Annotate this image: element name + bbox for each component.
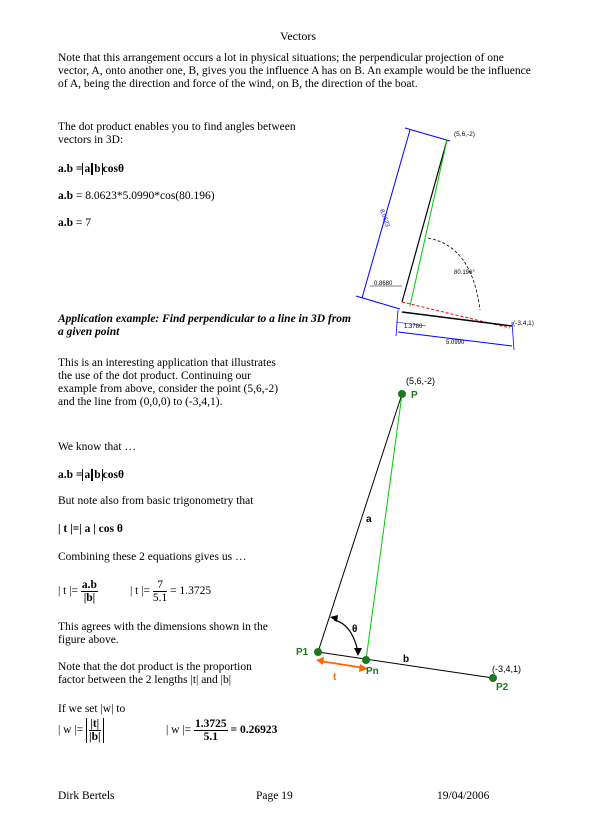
w-lhs: | w |= <box>58 724 84 736</box>
eq3-rhs: = 7 <box>73 217 92 229</box>
eq1-cos: cosθ <box>102 163 124 175</box>
green-perpendicular <box>366 394 402 660</box>
bottom-tick-left <box>396 310 398 336</box>
w2-lhs: | w |= <box>166 724 192 736</box>
frac2-den: 5.1 <box>152 592 168 604</box>
footer-author: Dirk Bertels <box>58 790 115 802</box>
eq2-rhs: = 8.0623*5.0990*cos(80.196) <box>73 190 215 202</box>
application-paragraph: This is an interesting application that illustrates the use of the dot product. Continuing our example from above, consider the point (5,6,-2) and the line from (0,0,0) to (-3,4,1). <box>58 357 279 408</box>
app-eq-b: b <box>94 469 101 481</box>
frac2-lhs: | t |= <box>130 585 151 597</box>
fig2-label-t: t <box>333 672 337 683</box>
w-num: |t| <box>90 718 100 730</box>
blue-tick-bottom <box>356 296 400 309</box>
w-fraction-1 <box>58 718 104 754</box>
theta-arrowhead-bottom <box>354 648 362 656</box>
fig1-label-bottom: 5.0990 <box>446 340 465 346</box>
point-Pn <box>362 656 370 664</box>
app-eq-lhs: a.b = <box>58 469 83 481</box>
frac1-den: |b| <box>83 592 96 604</box>
fraction-1 <box>58 579 98 611</box>
fig2-label-theta: θ <box>352 624 358 635</box>
vector-a-line <box>402 140 447 302</box>
fig2-label-P2: P2 <box>496 682 509 693</box>
note-dot-text: Note that the dot product is the proportion factor between the 2 lengths |t| and |b| <box>58 661 252 686</box>
w-fraction-2 <box>166 718 277 754</box>
page-title: Vectors <box>280 29 316 43</box>
frac2-num: 7 <box>153 579 167 592</box>
footer-date: 19/04/2006 <box>437 790 490 802</box>
eq3-lhs: a.b <box>58 217 74 229</box>
fig2-label-a: a <box>366 514 372 525</box>
dot-product-text: The dot product enables you to find angles between vectors in 3D: <box>58 121 296 146</box>
fig2-label-P1: P1 <box>296 647 309 658</box>
eq1-b: b <box>94 163 101 175</box>
fig1-label-angle: 80.196° <box>454 270 475 276</box>
dot-equation-2 <box>58 190 215 203</box>
we-know-text: We know that … <box>58 441 136 453</box>
but-note-text: But note also from basic trigonometry that <box>58 495 254 507</box>
intro-paragraph: Note that this arrangement occurs a lot in physical situations; the perpendicular projection of one vector, A, onto another one, B, gives you the influence A has on B. An example would be the influence of A, being the direction and force of the wind, on B, the direction of the boat. <box>58 52 531 90</box>
figure-2-perpendicular <box>290 370 550 700</box>
fig1-label-blue: 8.0623 <box>378 208 391 228</box>
fig2-label-P2-coord: (-3,4,1) <box>492 664 522 674</box>
fig2-label-b: b <box>403 654 410 665</box>
point-P2 <box>489 674 497 682</box>
eq1-lhs: a.b = <box>58 163 83 175</box>
footer-page: Page 19 <box>256 790 293 802</box>
w2-num: 1.3725 <box>195 718 227 730</box>
app-eq-cos: cosθ <box>102 469 124 481</box>
frac1-num: a.b <box>81 579 97 591</box>
w2-rhs: = 0.26923 <box>230 724 278 736</box>
dot-equation-1 <box>58 163 124 176</box>
fig2-label-P: P <box>411 390 418 401</box>
eq2-lhs: a.b <box>58 190 74 202</box>
theta-arrowhead-top <box>330 615 338 622</box>
app-dot-equation <box>58 469 124 482</box>
w2-den: 5.1 <box>203 731 219 743</box>
application-heading: Application example: Find perpendicular to a line in 3D from a given point <box>58 313 351 338</box>
app-eq-a: a <box>84 469 91 481</box>
blue-tick-top <box>405 128 450 141</box>
fig2-label-P-coord: (5,6,-2) <box>406 376 436 386</box>
dot-equation-3 <box>58 217 91 230</box>
fig1-label-top: (5,6,-2) <box>454 131 475 138</box>
fig1-label-small: 0.8680 <box>374 281 393 287</box>
combining-text: Combining these 2 equations gives us … <box>58 551 247 563</box>
eq1-a: a <box>84 163 91 175</box>
frac2-rhs: = 1.3725 <box>170 585 212 597</box>
line-a <box>318 394 402 652</box>
t-arrowhead-left <box>316 657 324 665</box>
point-P <box>398 390 406 398</box>
fig1-label-1379: 1.3780 <box>404 324 423 330</box>
fraction-2 <box>130 579 211 611</box>
point-P1 <box>314 648 322 656</box>
t-equation: | t |=| a | cos θ <box>58 523 123 535</box>
if-set-text: If we set |w| to <box>58 703 126 715</box>
figure-1-vector-projection <box>350 122 534 358</box>
agrees-text: This agrees with the dimensions shown in the figure above. <box>58 621 268 646</box>
frac1-lhs: | t |= <box>58 585 79 597</box>
perpendicular-green-line <box>410 140 447 306</box>
w-den: |b| <box>89 731 101 743</box>
fig2-label-Pn: Pn <box>366 666 379 677</box>
fig1-label-right: (-3,4,1) <box>513 320 534 327</box>
t-arrow-line <box>320 661 364 668</box>
